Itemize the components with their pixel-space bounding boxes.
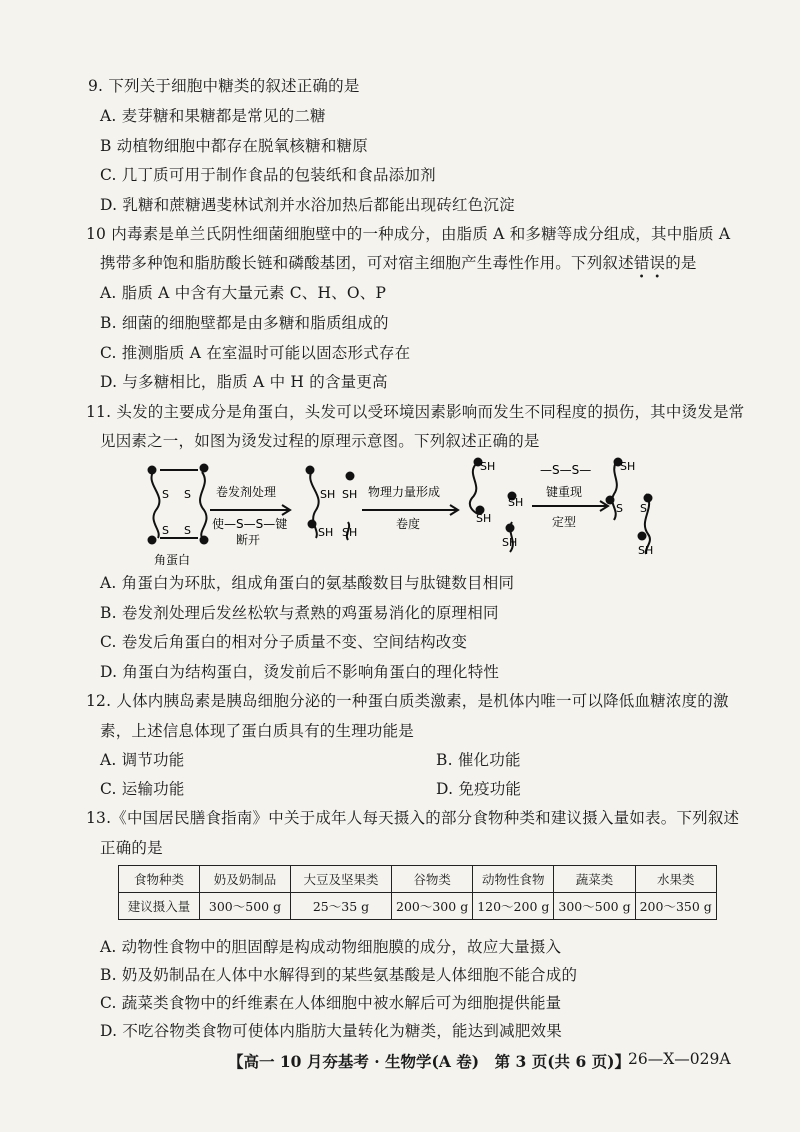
table-header-cell: 奶及奶制品 — [200, 866, 291, 893]
q12-stem-line2: 素，上述信息体现了蛋白质具有的生理功能是 — [100, 722, 415, 740]
label-s: S — [162, 524, 169, 537]
label-s: S — [162, 488, 169, 501]
step1-label: 卷发剂处理 — [216, 485, 277, 499]
q11-option-d: D. 角蛋白为结构蛋白，烫发前后不影响角蛋白的理化特性 — [100, 663, 500, 681]
table-header-cell: 动物性食物 — [473, 866, 554, 893]
table-cell: 200～300 g — [392, 893, 473, 920]
q11-option-b: B. 卷发剂处理后发丝松软与煮熟的鸡蛋易消化的原理相同 — [100, 604, 499, 622]
label-sh: SH — [502, 536, 518, 549]
label-s: S — [640, 502, 647, 515]
table-header-cell: 谷物类 — [392, 866, 473, 893]
label-s: S — [184, 488, 191, 501]
q11-stem-line2: 见因素之一，如图为烫发过程的原理示意图。下列叙述正确的是 — [100, 432, 540, 450]
table-header-cell: 水果类 — [635, 866, 716, 893]
step1-sub: 使—S—S—键 — [212, 517, 288, 531]
q9-option-a: A. 麦芽糖和果糖都是常见的二糖 — [100, 107, 326, 125]
exam-code: 26—X—029A — [628, 1050, 731, 1068]
label-sh: SH — [476, 512, 492, 525]
q10-stem-line2: 携带多种饱和脂肪酸长链和磷酸基团，可对宿主细胞产生毒性作用。下列叙述错误的是 — [100, 251, 697, 273]
q13-option-a: A. 动物性食物中的胆固醇是构成动物细胞膜的成分，故应大量摄入 — [100, 938, 562, 956]
step3-label: —S—S— — [540, 463, 592, 477]
label-sh: SH — [508, 496, 524, 509]
q10-option-c: C. 推测脂质 A 在室温时可能以固态形式存在 — [100, 344, 411, 362]
step3-mid: 键重现 — [546, 485, 583, 499]
step3-sub: 定型 — [552, 515, 577, 529]
table-header-cell: 蔬菜类 — [554, 866, 635, 893]
q12-option-b: B. 催化功能 — [436, 751, 521, 769]
q9-option-d: D. 乳糖和蔗糖遇斐林试剂并水浴加热后都能出现砖红色沉淀 — [100, 196, 515, 214]
food-intake-table — [118, 865, 717, 920]
q13-stem-line2: 正确的是 — [100, 839, 163, 857]
q10-stem-line1: 10 内毒素是单兰氏阴性细菌细胞壁中的一种成分，由脂质 A 和多糖等成分组成，其中脂质 A — [86, 225, 731, 243]
emphasis-mark: 误 — [649, 254, 666, 272]
table-cell: 300～500 g — [554, 893, 635, 920]
q12-option-a: A. 调节功能 — [100, 751, 185, 769]
q9-stem: 9. 下列关于细胞中糖类的叙述正确的是 — [88, 77, 360, 95]
table-cell: 25～35 g — [291, 893, 392, 920]
q13-option-b: B. 奶及奶制品在人体中水解得到的某些氨基酸是人体细胞不能合成的 — [100, 966, 578, 984]
label-sh: SH — [320, 488, 336, 501]
q12-stem-line1: 12. 人体内胰岛素是胰岛细胞分泌的一种蛋白质类激素，是机体内唯一可以降低血糖浓度的激 — [86, 692, 729, 710]
page-footer: 【高一 10 月夯基考 · 生物学(A 卷) 第 3 页(共 6 页)】 — [228, 1052, 630, 1071]
label-sh: SH — [620, 460, 636, 473]
keratin-label: 角蛋白 — [154, 553, 191, 567]
label-sh: SH — [318, 526, 334, 539]
label-sh: SH — [342, 488, 358, 501]
perm-process-diagram — [140, 450, 680, 570]
q13-option-d: D. 不吃谷物类食物可使体内脂肪大量转化为糖类，能达到减肥效果 — [100, 1022, 562, 1040]
q10-option-d: D. 与多糖相比，脂质 A 中 H 的含量更高 — [100, 373, 388, 391]
keratin-strand-left — [151, 470, 159, 538]
keratin-strand-right — [200, 472, 206, 538]
table-cell: 300～500 g — [200, 893, 291, 920]
q11-option-a: A. 角蛋白为环肽，组成角蛋白的氨基酸数目与肽键数目相同 — [100, 574, 515, 592]
table-header-cell: 大豆及坚果类 — [291, 866, 392, 893]
q10-option-a: A. 脂质 A 中含有大量元素 C、H、O、P — [100, 284, 387, 302]
table-cell: 120～200 g — [473, 893, 554, 920]
label-s: S — [616, 502, 623, 515]
label-sh: SH — [342, 526, 358, 539]
table-header-row — [119, 866, 717, 893]
q13-option-c: C. 蔬菜类食物中的纤维素在人体细胞中被水解后可为细胞提供能量 — [100, 994, 562, 1012]
label-s: S — [184, 524, 191, 537]
q9-option-b: B 动植物细胞中都存在脱氧核糖和糖原 — [100, 137, 368, 155]
emphasis-mark: 错 — [633, 254, 650, 272]
q11-option-c: C. 卷发后角蛋白的相对分子质量不变、空间结构改变 — [100, 633, 468, 651]
table-header-cell: 食物种类 — [119, 866, 200, 893]
q10-option-b: B. 细菌的细胞壁都是由多糖和脂质组成的 — [100, 314, 389, 332]
table-row — [119, 893, 717, 920]
table-cell: 建议摄入量 — [119, 893, 200, 920]
q12-option-d: D. 免疫功能 — [436, 780, 522, 798]
q9-option-c: C. 几丁质可用于制作食品的包装纸和食品添加剂 — [100, 166, 436, 184]
table-cell: 200～350 g — [635, 893, 716, 920]
label-sh: SH — [480, 460, 496, 473]
step2-label: 物理力量形成 — [368, 485, 441, 499]
q13-stem-line1: 13.《中国居民膳食指南》中关于成年人每天摄入的部分食物种类和建议摄入量如表。下列叙述 — [86, 809, 740, 827]
step1-sub2: 断开 — [236, 533, 261, 547]
step2-sub: 卷度 — [396, 517, 421, 531]
q12-option-c: C. 运输功能 — [100, 780, 185, 798]
q11-stem-line1: 11. 头发的主要成分是角蛋白，头发可以受环境因素影响而发生不同程度的损伤，其中烫发是常 — [86, 403, 745, 421]
label-sh: SH — [638, 544, 654, 557]
